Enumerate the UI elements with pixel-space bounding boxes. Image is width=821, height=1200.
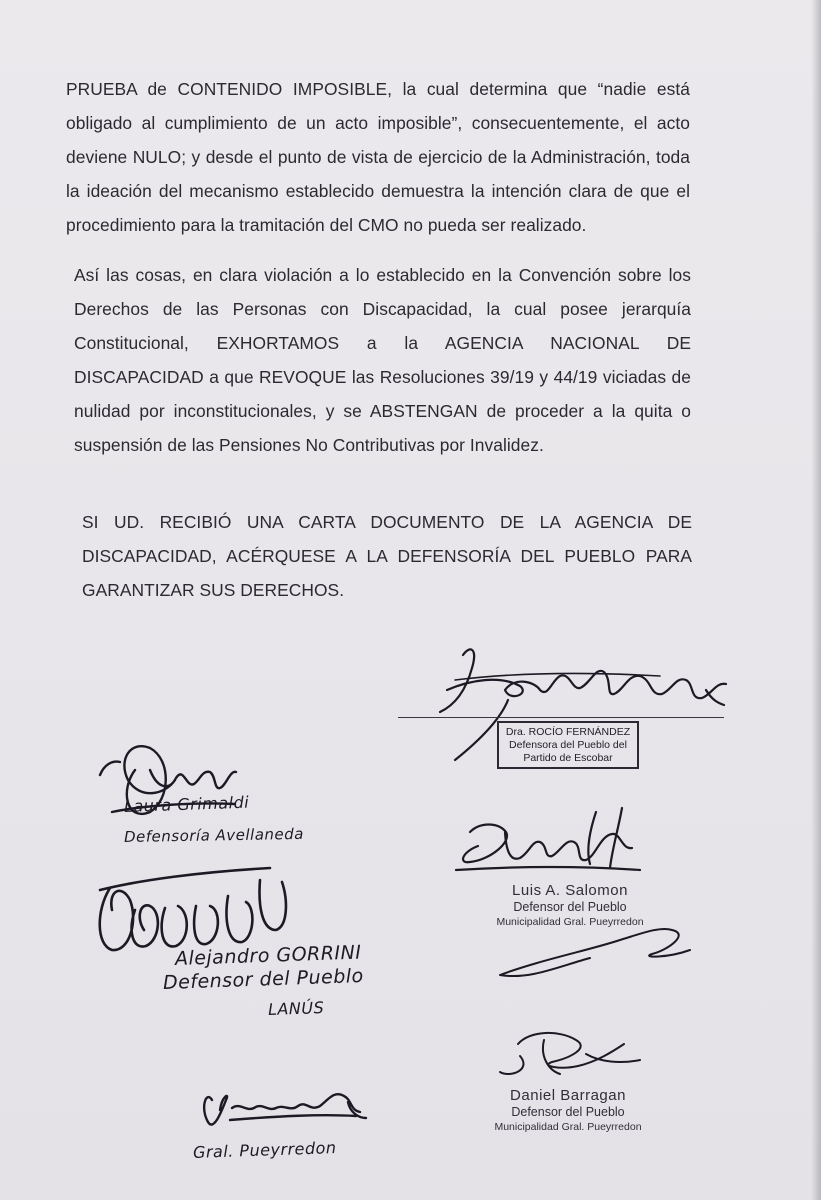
text-line: GARANTIZAR SUS DERECHOS. [82,580,345,600]
text-line: procedimiento para la tramitación del CMO no pueda ser realizado. [66,215,587,235]
handwritten-gorrini-place: LANÚS [267,998,325,1019]
handwritten-pueyrredon: Gral. Pueyrredon [192,1137,337,1162]
text-line: Constitucional, EXHORTAMOS a la AGENCIA NACIONAL DE [74,333,691,353]
handwritten-gorrini-name: Alejandro GORRINI [174,941,362,970]
paragraph-contenido-imposible [66,72,690,242]
handwritten-laura: Laura Grimaldi [123,792,250,816]
handwritten-gorrini-title: Defensor del Pueblo [162,964,365,994]
signer-title: Defensor del Pueblo [511,1105,625,1119]
text-line: nulidad por inconstitucionales, y se ABSTENGAN de proceder a la quita o [74,401,691,421]
signer-name: Daniel Barragan [510,1087,626,1104]
signature-line [398,717,724,718]
signature-barragan [500,1033,640,1074]
text-line: la ideación del mecanismo establecido demuestra la intención clara de que el [66,181,690,201]
signature-pueyrredon [204,1094,366,1124]
text-line: DISCAPACIDAD a que REVOQUE las Resoluciones 39/19 y 44/19 viciadas de [74,367,691,387]
signature-gorrini [100,868,286,950]
paragraph-carta-documento [82,506,692,608]
signer-name: Luis A. Salomon [512,882,628,899]
signature-extra-right [500,929,690,976]
text-line: obligado al cumplimiento de un acto imposible”, consecuentemente, el acto [66,113,690,133]
signer-title: Defensor del Pueblo [513,900,627,914]
stamp-fernandez [497,721,639,769]
paragraph-exhortamos [74,258,691,462]
stamp-name: Dra. ROCÍO FERNÁNDEZ [505,726,631,738]
page-edge-shadow [811,0,821,1200]
signer-org: Municipalidad Gral. Pueyrredon [494,1121,642,1133]
stamp-org: Partido de Escobar [523,752,613,764]
text-line: Derechos de las Personas con Discapacidad, la cual posee jerarquía [74,299,691,319]
text-line: DISCAPACIDAD, ACÉRQUESE A LA DEFENSORÍA DEL PUEBLO PARA [82,546,692,566]
signer-org: Municipalidad Gral. Pueyrredon [496,916,644,928]
handwritten-avellaneda: Defensoría Avellaneda [123,824,305,846]
signature-block-barragan [468,1087,668,1135]
text-line: SI UD. RECIBIÓ UNA CARTA DOCUMENTO DE LA AGENCIA DE [82,512,692,532]
signature-fernandez-swash [455,673,660,680]
stamp-title: Defensora del Pueblo del [509,739,627,751]
signature-block-salomon [470,882,670,930]
text-line: Así las cosas, en clara violación a lo establecido en la Convención sobre los [74,265,691,285]
text-line: PRUEBA de CONTENIDO IMPOSIBLE, la cual determina que “nadie está [66,79,690,99]
text-line: deviene NULO; y desde el punto de vista de ejercicio de la Administración, toda [66,147,690,167]
text-line: suspensión de las Pensiones No Contributivas por Invalidez. [74,435,544,455]
signature-salomon [456,808,640,870]
